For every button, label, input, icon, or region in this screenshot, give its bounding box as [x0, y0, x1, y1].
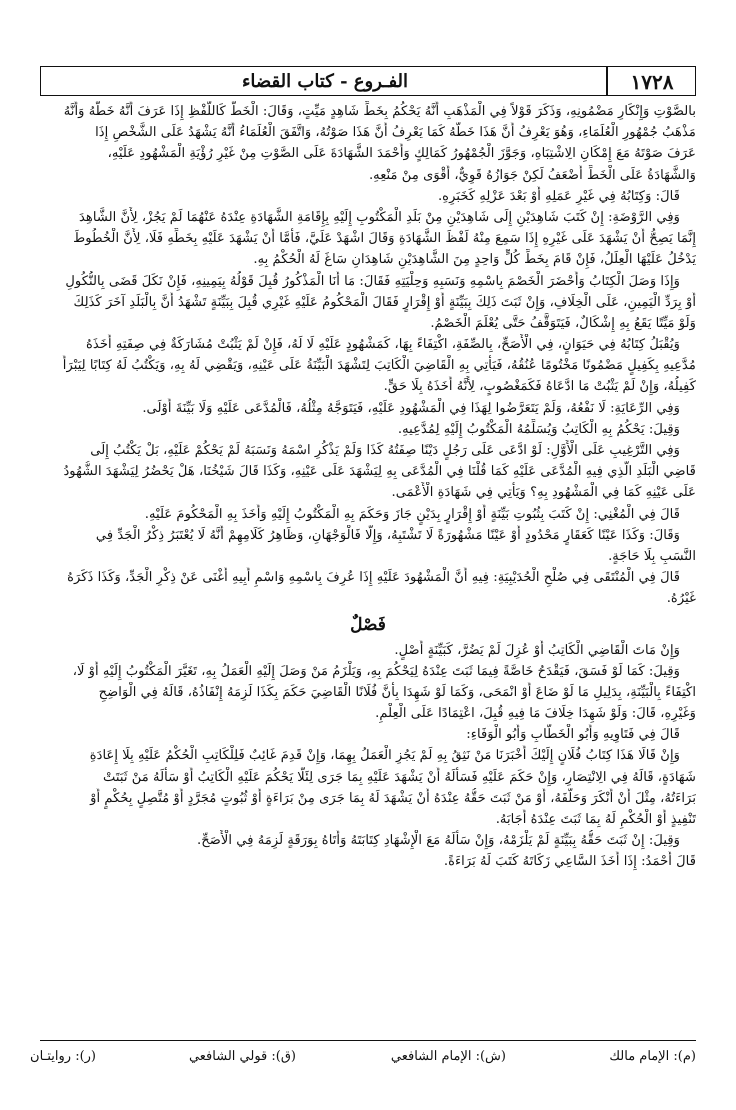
text-line: عَلَى عَيْنِهِ كَمَا فِي الْمَشْهُودِ بِهِ؟ وَيَأْتِي فِي شَهَادَةِ الْأَعْمَى. [391, 485, 696, 501]
text-line: عَرَفَ صَوْتَهُ مَعَ إِمْكَانِ الِاشْتِبَاهِ، وَجَوَّزَ الْجُمْهُورُ كَمَالِكٍ وَأَحْمَدَ الشَّهَادَةَ عَلَى الصَّوْتِ مِنْ غَيْرِ رُؤْيَةِ الْمَشْهُودِ عَلَيْهِ، [107, 146, 696, 162]
text-line: وَإِنْ مَاتَ الْقَاضِي الْكَاتِبُ أَوْ عُزِلَ لَمْ يَضُرَّ، كَبَيِّنَةٍ أَصْلٍ. [394, 642, 680, 658]
text-line: وَقِيلَ: كَمَا لَوْ فَسَقَ، فَيَقْدَحُ خَاصَّةً فِيمَا ثَبَتَ عِنْدَهُ لِيَحْكُمَ بِهِ، وَيَلْزَمُ مَنْ وَصَلَ إِلَيْهِ الْعَمَلُ بِهِ، تَغَيَّرَ الْمَكْتُوبُ إِلَيْهِ أَوْ لَا، [72, 663, 680, 679]
text-line: وَفِي التَّرْغِيبِ عَلَى الْأَوَّلِ: لَوْ ادَّعَى عَلَى رَجُلٍ دَيْنًا صِفَتُهُ كَذَا وَلَمْ يَذْكُرِ اسْمَهُ وَنَسَبَهُ لَمْ يَحْكُمْ عَلَيْهِ، بَلْ يَكْتُبُ إِلَى [90, 443, 680, 458]
text-line: قَالَ: وَكِتَابُهُ فِي غَيْرِ عَمَلِهِ أَوْ بَعْدَ عَزْلِهِ كَخَبَرِهِ. [437, 188, 680, 204]
abbr-shafii-two-views: (ق): قولي الشافعي [188, 1049, 296, 1064]
footer-rule [40, 1040, 696, 1041]
text-line: تَنْفِيذٍ أَوْ الْحُكْمِ لَهُ بِمَا ثَبَتَ عِنْدَهُ أَجَابَهُ. [495, 812, 696, 827]
text-line: مَذْهَبُ جُمْهُورِ الْعُلَمَاءِ، وَهُوَ يَعْرِفُ أَنَّ هَذَا خَطُّهُ كَمَا يَعْرِفُ أَنَّ هَذَا صَوْتُهُ، وَاتَّفَقَ الْعُلَمَاءُ أَنَّهُ يَشْهَدُ عَلَى الشَّخْصِ إِذَا [95, 125, 696, 141]
abbr-two-narrations: (ر): روايتـان [30, 1049, 96, 1064]
text-line: وَإِذَا وَصَلَ الْكِتَابُ وَأَحْضَرَ الْخَصْمَ بِاسْمِهِ وَنَسَبِهِ وَحِلْيَتِهِ فَقَالَ: مَا أَنَا الْمَذْكُورُ قُبِلَ قَوْلُهُ بِيَمِينِهِ، فَإِنْ نَكَلَ قَضَى بِالنُّكُولِ [65, 273, 680, 289]
text-line: وَفِي الرَّوْضَةِ: إِنْ كَتَبَ شَاهِدَيْنِ إِلَى شَاهِدَيْنِ مِنْ بَلَدِ الْمَكْتُوبِ إِلَيْهِ بِإِقَامَةِ الشَّهَادَةِ عِنْدَهُ عَنْهُمَا لَمْ يَجُزْ، لِأَنَّ الشَّاهِدَ [78, 209, 680, 225]
text-line: بالصَّوْتِ وَإِنْكَارِ مَضْمُونِهِ، وَذَكَرَ قَوْلاً فِي الْمَذْهَبِ أَنَّهُ يَحْكُمُ بِخَطِّ شَاهِدٍ مَيِّتٍ، وَقَالَ: الْخَطُّ كَاللَّفْظِ إِذَا عَرَفَ أَنَّهُ خَطُّهُ وَأَنَّهُ [63, 104, 696, 119]
text-line: وَلَوْ مَيِّتًا يَقَعُ بِهِ إِشْكَالٌ، فَيَتَوَقَّفُ حَتَّى يُعْلَمَ الْخَصْمُ. [430, 315, 696, 331]
abbreviation-key [30, 1046, 696, 1068]
page-number: ١٧٢٨ [630, 70, 674, 94]
text-line: وَقِيلَ: إِنْ ثَبَتَ حَقُّهُ بِبَيِّنَةٍ لَمْ يَلْزَمْهُ، وَإِنْ سَأَلَهُ مَعَ الْإِشْهَادِ كِتَابَتَهُ وَأَتَاهُ بِوَرَقَةٍ لَزِمَهُ فِي الْأَصَحِّ. [197, 833, 680, 849]
text-line: اكْتِفَاءً بِالْبَيِّنَةِ، بِدَلِيلِ مَا لَوْ ضَاعَ أَوْ انْمَحَى، وَكَمَا لَوْ شَهِدَا بِأَنَّ فُلَانًا الْقَاضِيَ حَكَمَ بِكَذَا لَزِمَهُ إِنْفَاذُهُ، قَالَهُ فِي الْوَاضِحِ [98, 684, 696, 700]
text-line: وَقِيلَ: يَحْكُمُ بِهِ الْكَاتِبُ وَيُسَلِّمُهُ الْمَكْتُوبُ إِلَيْهِ لِمُدَّعِيهِ. [397, 421, 680, 437]
running-title: الفـروع - كتاب القضاء [241, 71, 409, 92]
text-line: مُدَّعِيهِ بِكَفِيلٍ مَضْمُونًا مَخْتُومًا عُنُقُهُ، فَيَأْتِي بِهِ الْقَاضِيَ الْكَاتِبَ لِتَشْهَدَ الْبَيِّنَةُ عَلَى عَيْنِهِ، وَيَقْضِي لَهُ بِهِ، وَيَكْتُبُ لَهُ كِتَابًا لِيَبْرَأَ [62, 358, 696, 374]
text-line: قَالَ أَحْمَدُ: إِذَا أَخَذَ السَّاعِي زَكَاتَهُ كَتَبَ لَهُ بَرَاءَةً. [443, 854, 696, 870]
text-line: وَقَالَ: وَكَذَا عَيْنًا كَعَقَارٍ مَحْدُودٍ أَوْ عَيْنًا مَشْهُورَةً لَا تَشْتَبِهُ، وَإِلَّا فَالْوَجْهَانِ، وَظَاهِرُ كَلَامِهِمْ أَنَّهُ لَا يُعْتَبَرُ ذِكْرُ الْجَدِّ فِي [95, 527, 680, 543]
text-line: إِنَّمَا يَصِحُّ أَنْ يَشْهَدَ عَلَى غَيْرِهِ إِذَا سَمِعَ مِنْهُ لَفْظَ الشَّهَادَةِ وَقَالَ اشْهَدْ عَلَيَّ، فَأَمَّا أَنْ يَشْهَدَ عَلَيْهِ بِخَطِّهِ فَلَا، لِأَنَّ الْخُطُوطَ [73, 231, 696, 247]
text-line: وَفِي الرِّعَايَةِ: لَا نَفْعُهُ، وَلَمْ يَتَعَرَّضُوا لِهَذَا فِي الْمَشْهُودِ عَلَيْهِ، فَيَتَوَجَّهُ مِثْلُهُ، فَالْمُدَّعَى عَلَيْهِ وَلَا بَيِّنَةَ أَوْلَى. [142, 400, 680, 416]
text-line: غَيْرُهُ. [666, 591, 696, 607]
text-line: وَإِنْ قَالَا هَذَا كِتَابُ فُلَانٍ إِلَيْكَ أَخْبَرَنَا مَنْ نَثِقُ بِهِ لَمْ يَجُزِ الْعَمَلُ بِهِمَا، وَإِنْ قَدِمَ غَائِبٌ فَلِلْكَاتِبِ الْحُكْمُ عَلَيْهِ بِلَا إِعَادَةِ [89, 748, 680, 764]
text-line: وَغَيْرِهِ، قَالَ: وَلَوْ شَهِدَا خِلَافَ مَا فِيهِ قُبِلَ، اعْتِمَادًا عَلَى الْعِلْمِ. [375, 706, 696, 722]
text-line: بَرَاءَتُهُ، مِثْلَ أَنْ أَنْكَرَ وَحَلَّفَهُ، أَوْ مَنْ ثَبَتَ حَقُّهُ عِنْدَهُ أَنْ يَشْهَدَ لَهُ بِمَا جَرَى مِنْ بَرَاءَةٍ أَوْ ثُبُوتٍ مُجَرَّدٍ أَوْ مُتَّصِلٍ بِحُكْمٍ أَوْ [90, 790, 696, 806]
text-line: وَالشَّهَادَةُ عَلَى الْخَطِّ أَضْعَفُ لَكِنْ جَوَازُهُ قَوِيٌّ، أَقْوَى مِنْ مَنْعِهِ. [368, 167, 696, 183]
text-line: وَيُقْبَلُ كِتَابُهُ فِي حَيَوَانٍ، فِي الْأَصَحِّ، بِالصِّفَةِ، اكْتِفَاءً بِهَا، كَمَشْهُودٍ عَلَيْهِ لَا لَهُ، فَإِنْ لَمْ يَثْبُتْ مُشَارَكَةٌ فِي صِفَتِهِ أَخَذَهُ [86, 337, 680, 353]
text-line: قَالَ فِي فَتَاوِيهِ وَأَبُو الْخَطَّابِ وَأَبُو الْوَفَاءِ: [466, 727, 680, 743]
text-line: قَاضِي الْبَلَدِ الَّذِي فِيهِ الْمُدَّعَى عَلَيْهِ كَمَا قُلْنَا فِي الْمُدَّعَى بِهِ لِيَشْهَدَ عَلَى عَيْنِهِ، وَكَذَا قَالَ شَيْخُنَا، هَلْ يَحْضُرُ لِيَشْهَدَ الشُّهُودُ [63, 464, 696, 480]
text-line: أَوْ بِرَدِّ الْيَمِينِ، عَلَى الْخِلَافِ، وَإِنْ ثَبَتَ ذَلِكَ بِبَيِّنَةٍ أَوْ إِقْرَارٍ فَقَالَ الْمَحْكُومُ عَلَيْهِ غَيْرِي قُبِلَ بِبَيِّنَةٍ تَشْهَدُ أَنَّ بِالْبَلَدِ آخَرَ كَذَلِكَ [73, 294, 696, 310]
text-line: قَالَ فِي الْمُنْتَقَى فِي صُلْحِ الْحُدَيْبِيَةِ: فِيهِ أَنَّ الْمَشْهُودَ عَلَيْهِ إِذَا عُرِفَ بِاسْمِهِ وَاسْمِ أَبِيهِ أَغْنَى عَنْ ذِكْرِ الْجَدِّ، وَكَذَا ذَكَرَهُ [67, 570, 680, 586]
text-line: يَدْخُلُ عَلَيْهَا الْعِلَلُ، فَإِنْ قَامَ بِخَطِّ كُلٍّ وَاحِدٍ مِنَ الشَّاهِدَيْنِ شَاهِدَانِ سَاغَ لَهُ الْحُكْمُ بِهِ. [253, 252, 696, 268]
text-line: شَهَادَةٍ، قَالَهُ فِي الِانْتِصَارِ، وَإِنْ حَكَمَ عَلَيْهِ فَسَأَلَهُ أَنْ يَشْهَدَ عَلَيْهِ بِمَا جَرَى لِئَلَّا يَحْكُمَ عَلَيْهِ الْكَاتِبُ أَوْ سَأَلَهُ مَنْ ثَبَتَتْ [102, 769, 696, 785]
page-header [40, 66, 696, 96]
section-heading: فَصْلٌ [350, 614, 386, 635]
abbr-shafii: (ش): الإمام الشافعي [390, 1049, 506, 1064]
page-body [40, 101, 696, 1036]
text-line: النَّسَبِ بِلَا حَاجَةٍ. [608, 548, 696, 564]
text-line: كَفِيلُهُ، وَإِنْ لَمْ يَثْبُتْ مَا ادَّعَاهُ فَكَمَغْصُوبٍ، لِأَنَّهُ أَخَذَهُ بِلَا حَقٍّ. [383, 379, 696, 395]
text-line: قَالَ فِي الْمُغْنِي: إِنْ كَتَبَ بِثُبُوتِ بَيِّنَةٍ أَوْ إِقْرَارٍ بِدَيْنٍ جَازَ وَحَكَمَ بِهِ الْمَكْتُوبُ إِلَيْهِ وَأَخَذَ بِهِ الْمَحْكُومَ عَلَيْهِ. [144, 506, 680, 522]
header-divider [606, 67, 608, 95]
abbr-malik: (م): الإمام مالك [609, 1049, 696, 1064]
